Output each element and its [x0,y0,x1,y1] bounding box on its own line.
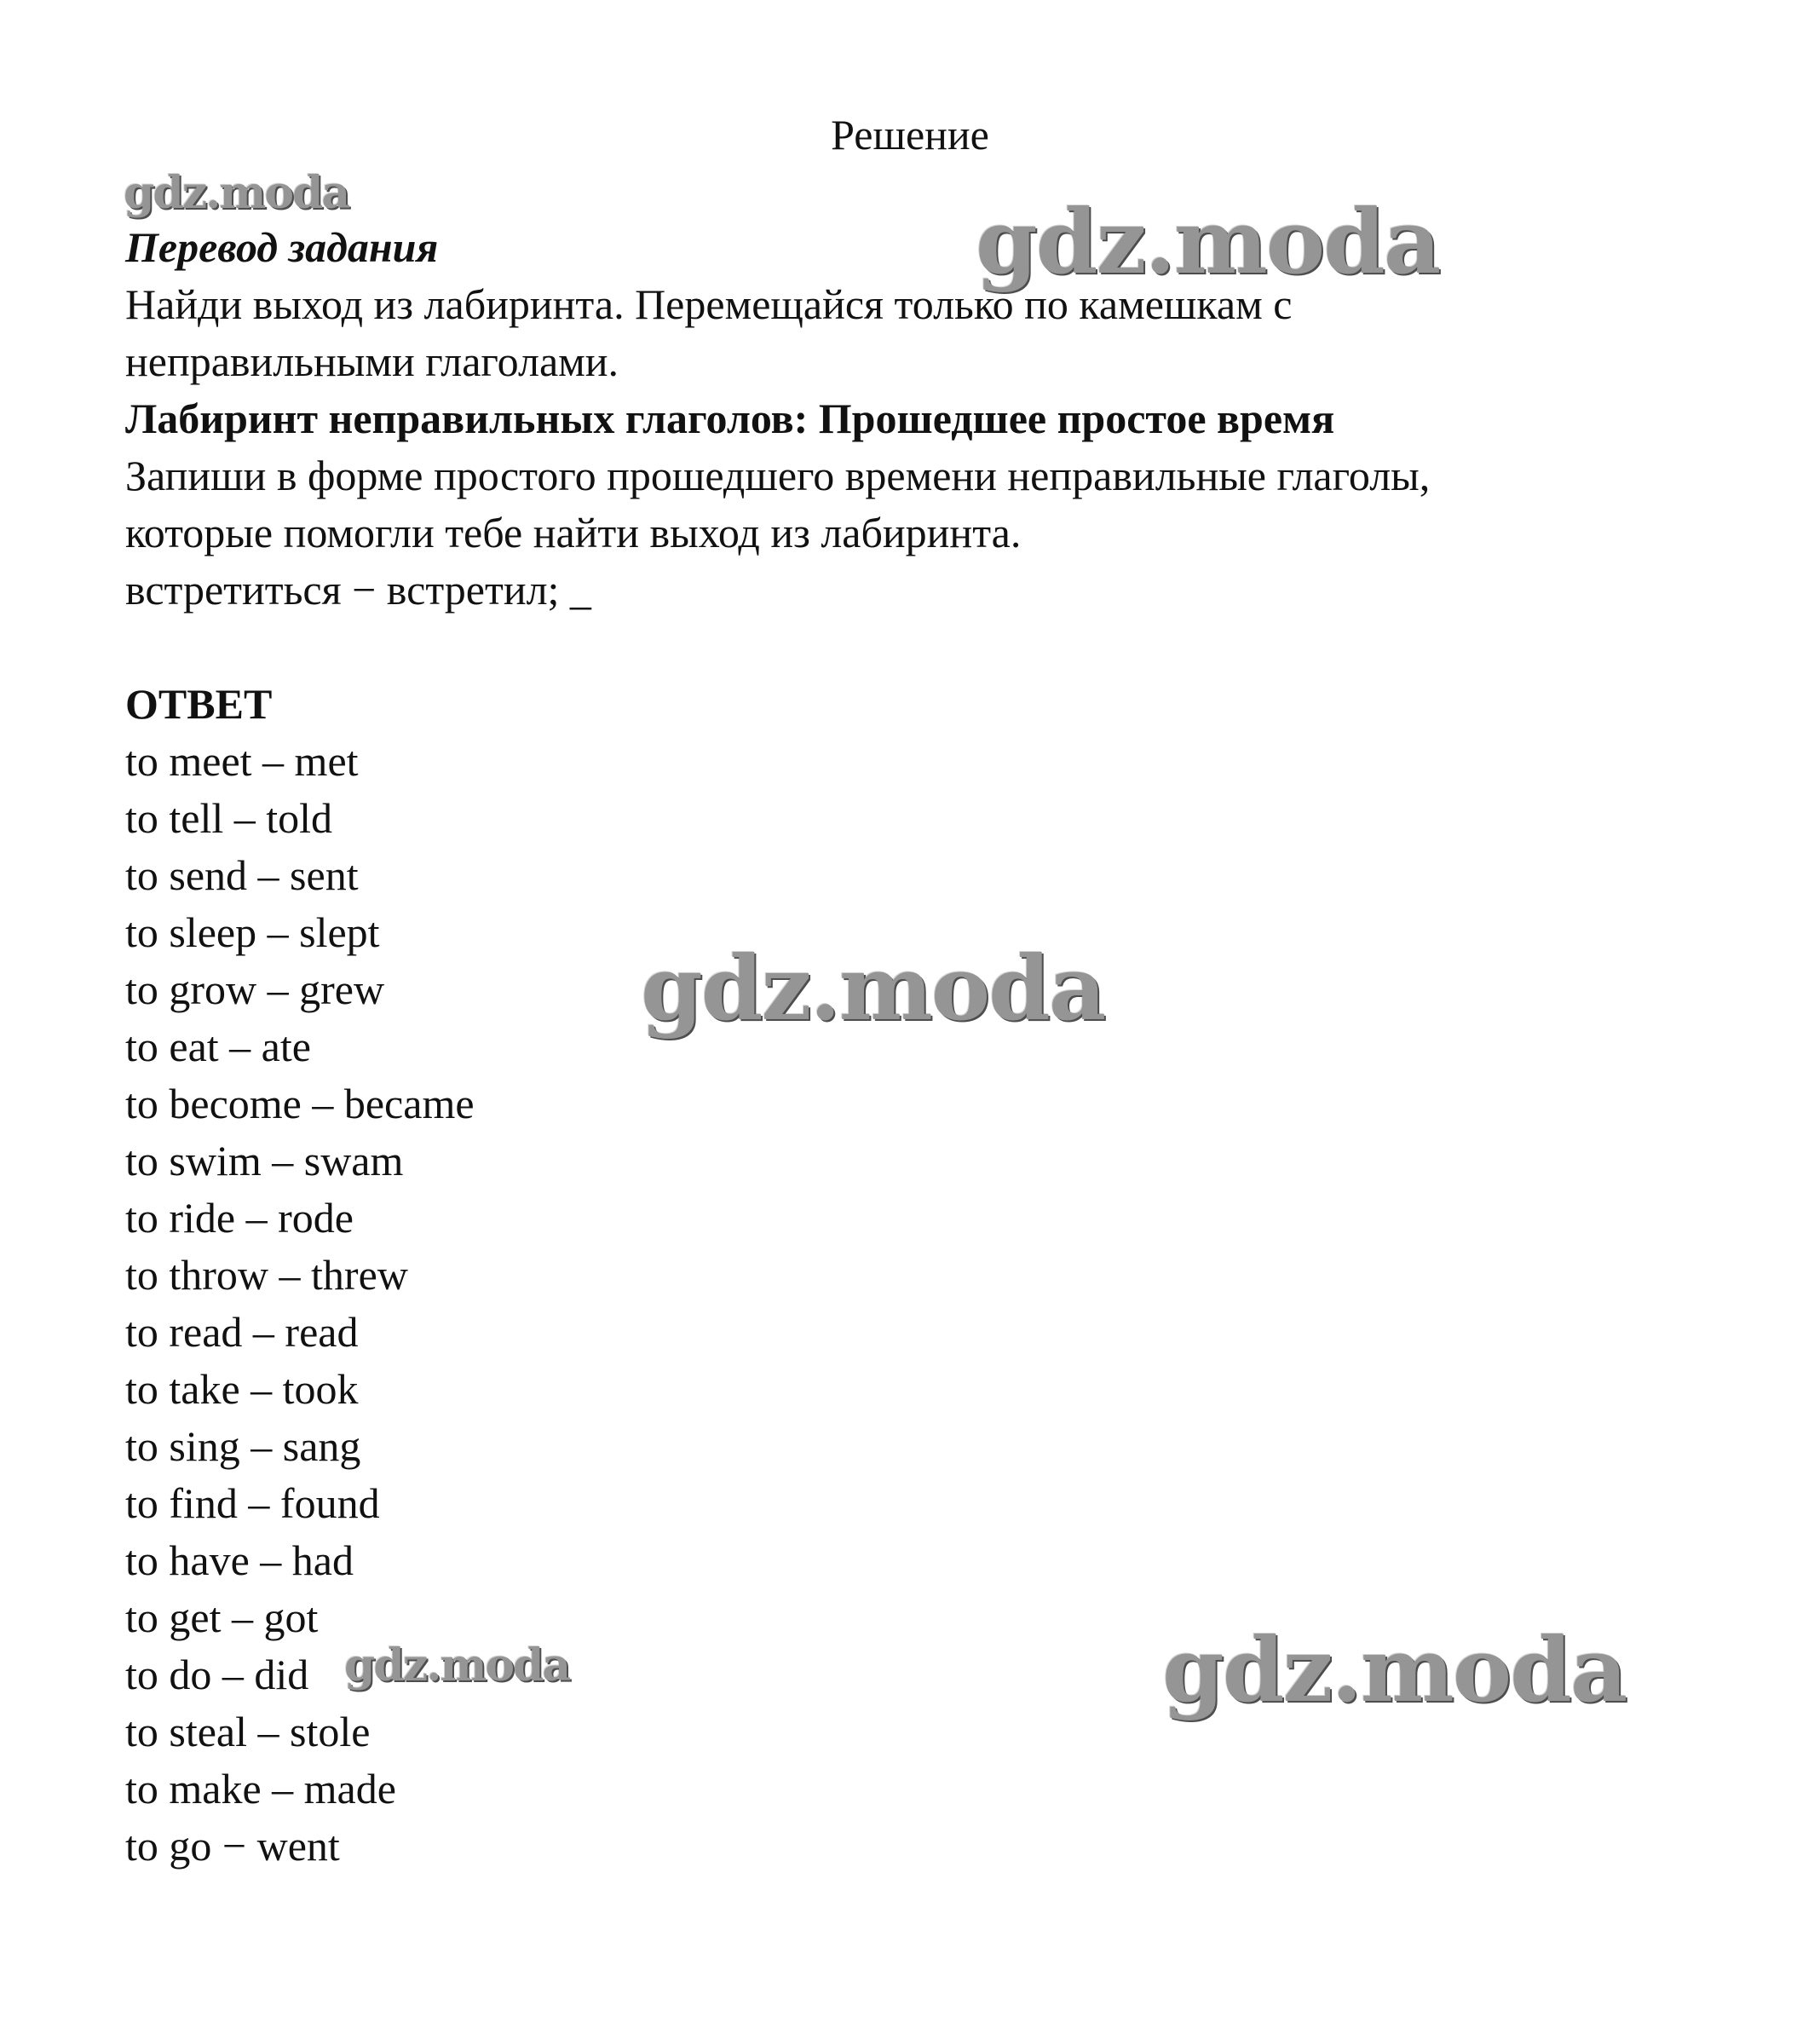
answer-item: to find – found [125,1479,380,1527]
answer-item: to go − went [125,1822,340,1870]
answer-heading: ОТВЕТ [125,680,273,728]
page-title: Решение [831,111,989,158]
document-body [125,219,1744,1875]
answer-item: to eat – ate [125,1023,311,1070]
answer-item: to steal – stole [125,1708,371,1755]
answer-item: to have – had [125,1536,354,1584]
watermark: gdz.moda [124,167,349,219]
answer-list [125,733,1744,1875]
watermark: gdz.moda [641,936,1105,1040]
task-text-line-4: которые помогли тебе найти выход из лабиринта. [125,509,1022,556]
answer-item: to read – read [125,1308,359,1356]
task-text-line-3: Запиши в форме простого прошедшего времени неправильные глаголы, [125,452,1431,499]
watermark: gdz.moda [976,189,1440,294]
answer-item: to ride – rode [125,1194,354,1242]
task-text-line-2: неправильными глаголами. [125,337,619,385]
task-subheading: Лабиринт неправильных глаголов: Прошедшее простое время [125,395,1335,442]
task-text-line-5: встретиться − встретил; _ [125,566,591,614]
answer-item: to grow – grew [125,965,385,1013]
task-heading: Перевод задания [125,223,439,271]
task-text-line-1: Найди выход из лабиринта. Перемещайся только по камешкам с [125,280,1293,328]
answer-item: to sing – sang [125,1422,361,1470]
answer-item: to become – became [125,1080,475,1127]
answer-item: to take – took [125,1365,359,1413]
answer-item: to send – sent [125,851,359,899]
answer-item: to make – made [125,1765,396,1812]
watermark: gdz.moda [344,1640,570,1691]
watermark: gdz.moda [1162,1617,1627,1722]
spacer [125,619,1744,676]
answer-item: to swim – swam [125,1137,404,1184]
answer-item: to tell – told [125,794,333,842]
answer-item: to sleep – slept [125,908,380,956]
answer-item: to do – did [125,1651,309,1698]
answer-item: to meet – met [125,737,359,785]
answer-item: to throw – threw [125,1251,408,1299]
answer-item: to get – got [125,1593,319,1641]
